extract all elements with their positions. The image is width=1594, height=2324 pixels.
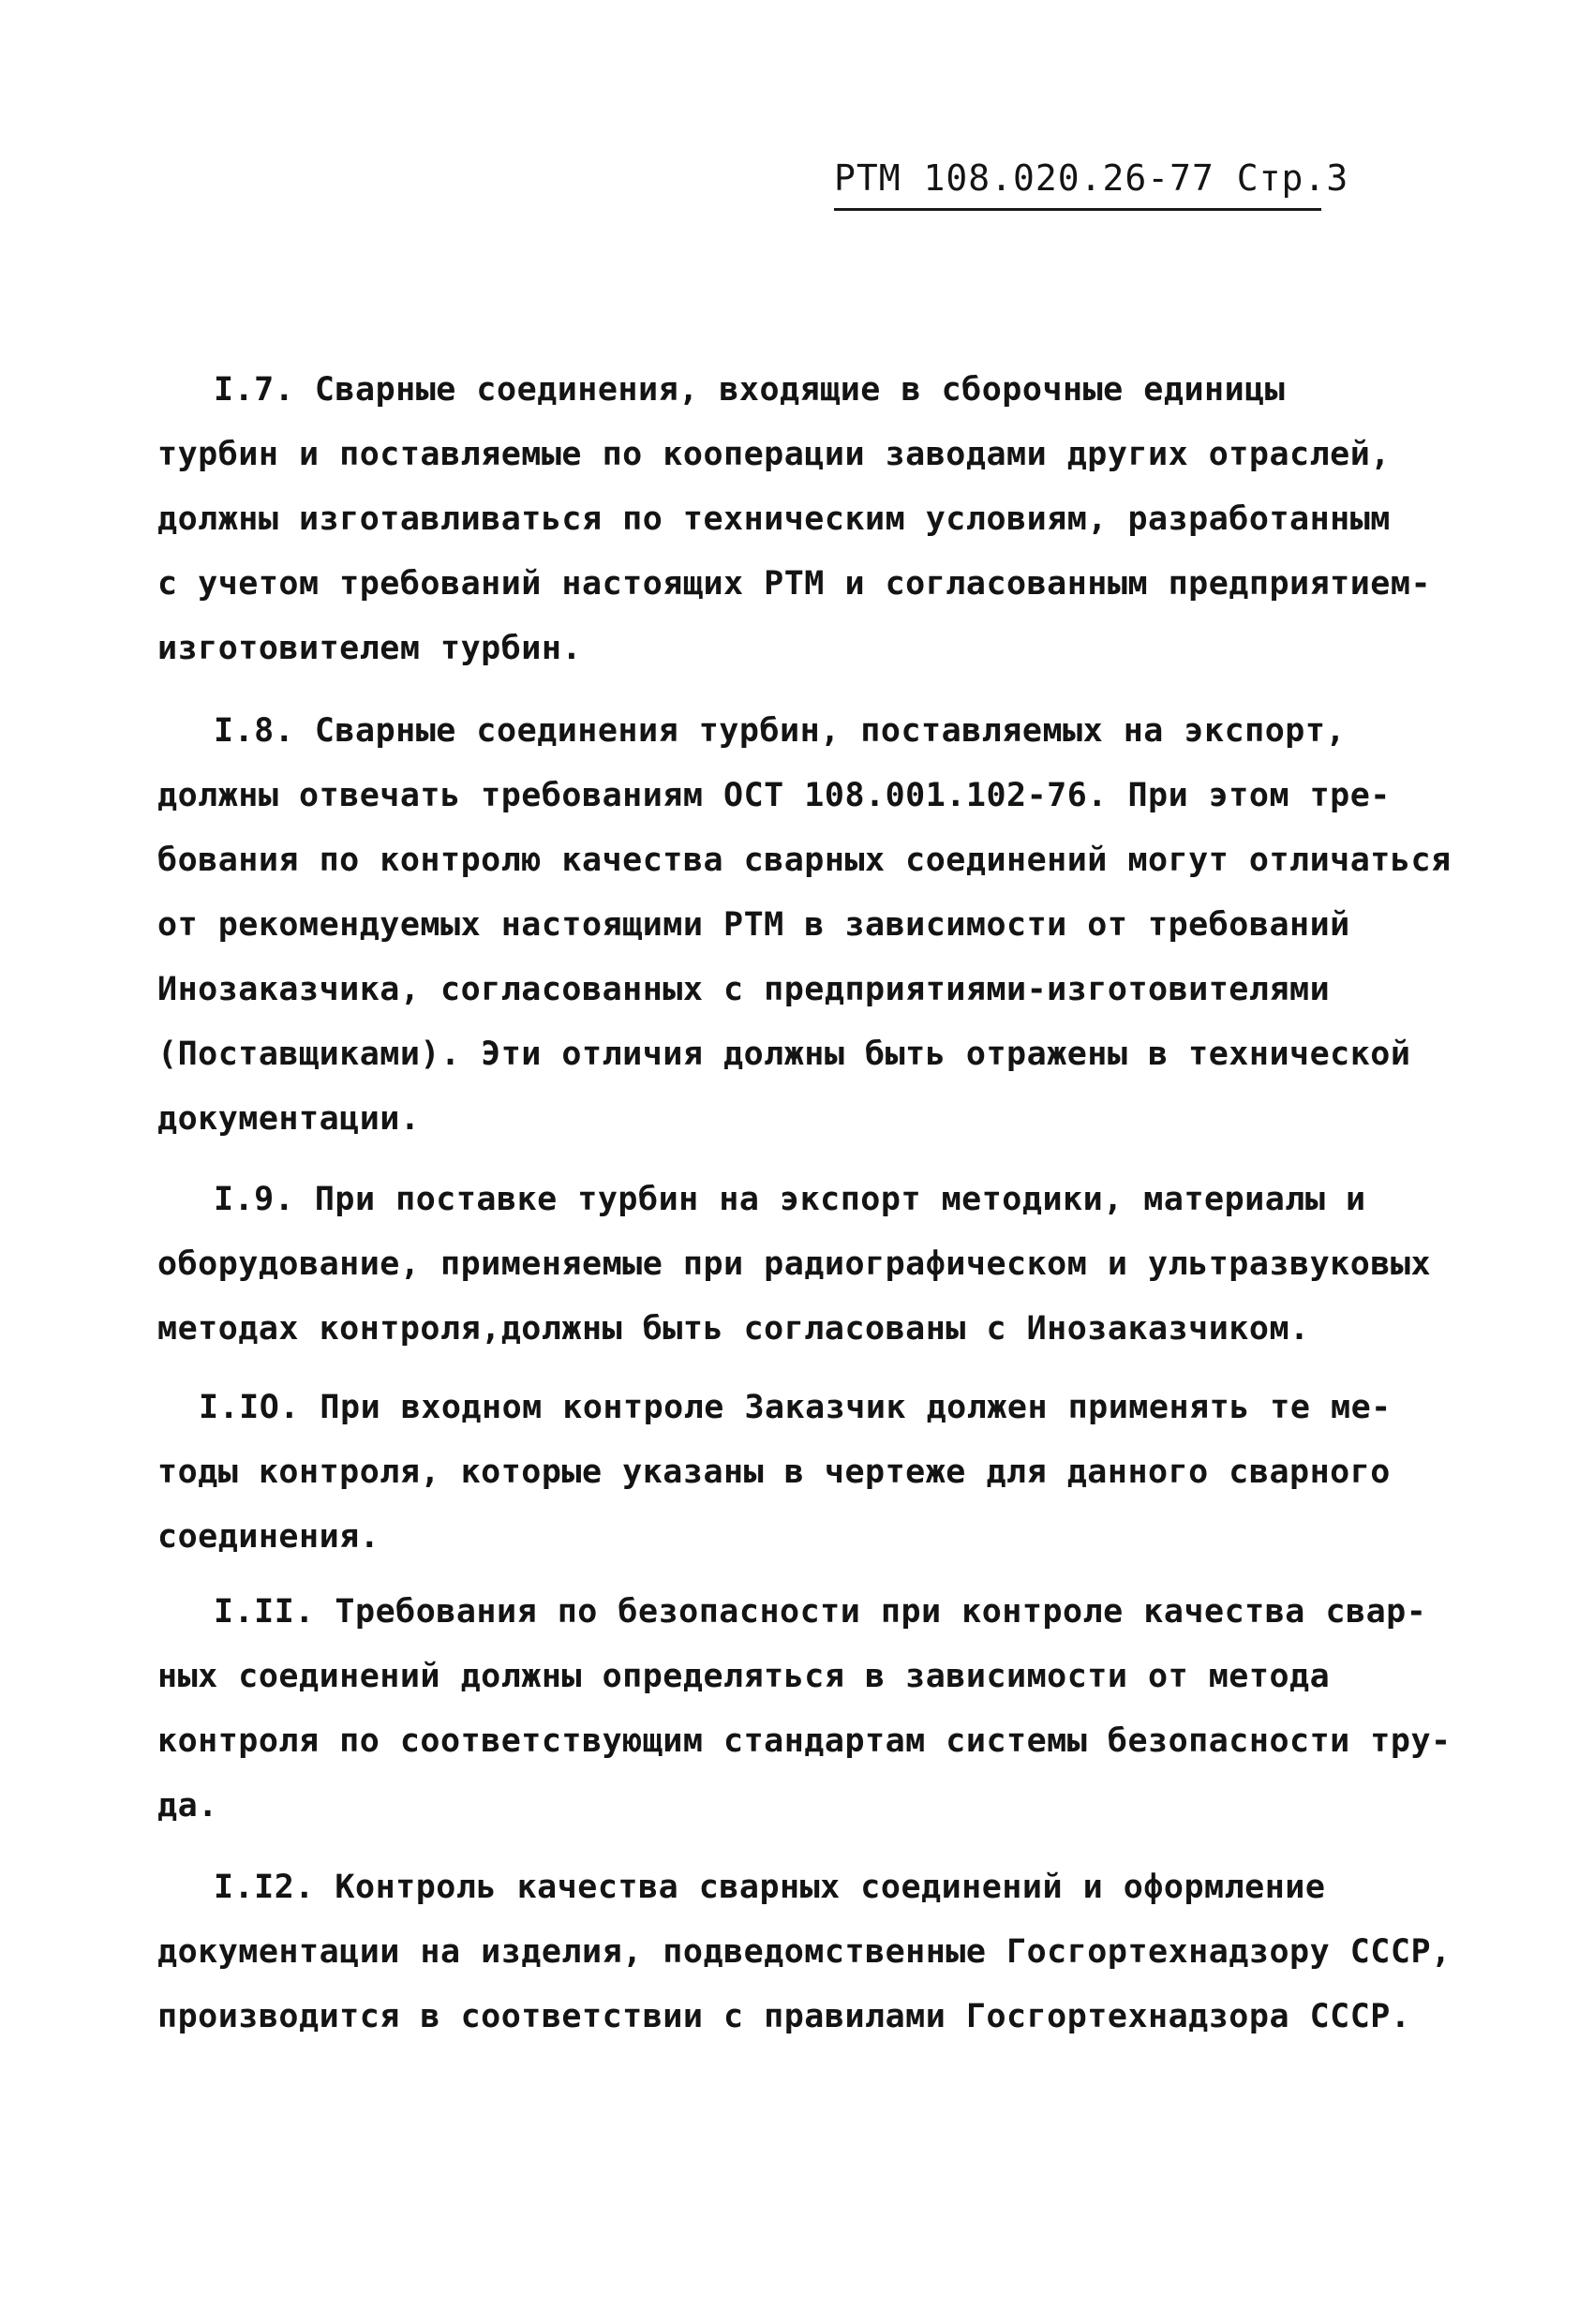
paragraph-1-10 bbox=[157, 1376, 1451, 1570]
paragraph-line: оборудование, применяемые при радиографическом и ультразвуковых bbox=[157, 1245, 1432, 1283]
paragraph-1-7 bbox=[157, 358, 1451, 681]
paragraph-line: I.II. Требования по безопасности при контроле качества свар- bbox=[214, 1593, 1427, 1631]
paragraph-line: I.IO. При входном контроле Заказчик должен применять те ме- bbox=[199, 1389, 1392, 1426]
paragraph-line: да. bbox=[157, 1787, 218, 1825]
paragraph-line: I.9. При поставке турбин на экспорт методики, материалы и bbox=[214, 1181, 1366, 1218]
paragraph-1-8 bbox=[157, 699, 1451, 1152]
paragraph-1-11 bbox=[157, 1580, 1451, 1839]
paragraph-line: I.I2. Контроль качества сварных соединений и оформление bbox=[214, 1869, 1326, 1906]
paragraph-line: турбин и поставляемые по кооперации заводами других отраслей, bbox=[157, 436, 1391, 473]
paragraph-line: документации. bbox=[157, 1100, 421, 1138]
paragraph-line: методах контроля,должны быть согласованы с Инозаказчиком. bbox=[157, 1310, 1310, 1348]
paragraph-line: I.8. Сварные соединения турбин, поставляемых на экспорт, bbox=[214, 712, 1347, 750]
paragraph-line: соединения. bbox=[157, 1518, 380, 1556]
paragraph-1-9 bbox=[157, 1168, 1451, 1362]
paragraph-line: должны изготавливаться по техническим условиям, разработанным bbox=[157, 500, 1391, 538]
paragraph-line: контроля по соответствующим стандартам системы безопасности тру- bbox=[157, 1722, 1452, 1760]
paragraph-line: I.7. Сварные соединения, входящие в сборочные единицы bbox=[214, 371, 1286, 409]
paragraph-line: производится в соответствии с правилами Госгортехнадзора СССР. bbox=[157, 1998, 1411, 2035]
document-header: РТМ 108.020.26-77 Стр.3 bbox=[834, 157, 1349, 199]
paragraph-line: должны отвечать требованиям ОСТ 108.001.102-76. При этом тре- bbox=[157, 777, 1391, 814]
header-underline bbox=[834, 208, 1321, 211]
paragraph-line: изготовителем турбин. bbox=[157, 630, 583, 667]
paragraph-1-12 bbox=[157, 1855, 1451, 2049]
paragraph-line: (Поставщиками). Эти отличия должны быть отражены в технической bbox=[157, 1035, 1411, 1073]
paragraph-line: бования по контролю качества сварных соединений могут отличаться bbox=[157, 842, 1452, 879]
paragraph-line: ных соединений должны определяться в зависимости от метода bbox=[157, 1658, 1331, 1695]
paragraph-line: документации на изделия, подведомственные Госгортехнадзору СССР, bbox=[157, 1933, 1452, 1971]
paragraph-line: тоды контроля, которые указаны в чертеже для данного сварного bbox=[157, 1453, 1391, 1491]
paragraph-line: с учетом требований настоящих РТМ и согласованным предприятием- bbox=[157, 565, 1432, 603]
paragraph-line: от рекомендуемых настоящими РТМ в зависимости от требований bbox=[157, 906, 1350, 944]
paragraph-line: Инозаказчика, согласованных с предприятиями-изготовителями bbox=[157, 971, 1331, 1008]
